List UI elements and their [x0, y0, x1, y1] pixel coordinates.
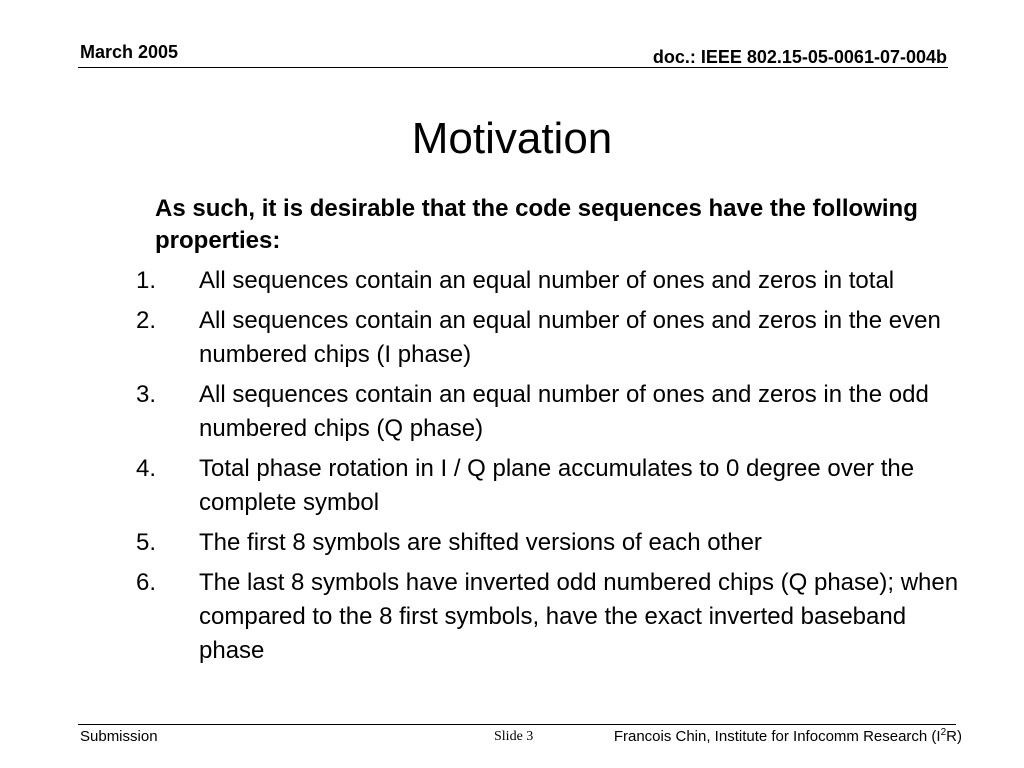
list-item	[136, 304, 976, 372]
list-item-number: 3.	[136, 381, 157, 408]
slide-title: Motivation	[411, 114, 613, 163]
list-item-number: 4.	[136, 455, 157, 482]
footer-slide-number: Slide 3	[494, 729, 534, 744]
footer-author-superscript: 2	[940, 727, 947, 738]
footer-submission: Submission	[80, 728, 158, 745]
list-item	[136, 526, 976, 560]
list-item-number: 1.	[136, 267, 157, 294]
list-item	[136, 264, 976, 298]
header-doc-id: doc.: IEEE 802.15-05-0061-07-004b	[652, 47, 947, 67]
footer-author-suffix: R)	[946, 728, 962, 745]
list-item-text: All sequences contain an equal number of ones and zeros in the even numbered chips (I phase)	[199, 307, 941, 368]
list-item-text: The last 8 symbols have inverted odd numbered chips (Q phase); when compared to the 8 first symbols, have the exact inverted baseband phase	[199, 569, 959, 664]
list-item-number: 5.	[136, 529, 157, 556]
footer-author-prefix: Francois Chin, Institute for Infocomm Research (I	[613, 728, 941, 745]
list-item	[136, 378, 976, 446]
intro-text: As such, it is desirable that the code sequences have the following properties:	[155, 195, 918, 254]
list-item-number: 6.	[136, 569, 157, 596]
list-item-text: All sequences contain an equal number of ones and zeros in the odd numbered chips (Q phase)	[199, 381, 929, 442]
list-item	[136, 452, 976, 520]
header-divider	[78, 67, 948, 68]
list-item-text: The first 8 symbols are shifted versions of each other	[199, 529, 762, 556]
list-item-text: All sequences contain an equal number of ones and zeros in total	[199, 267, 895, 294]
list-item-number: 2.	[136, 307, 157, 334]
list-item-text: Total phase rotation in I / Q plane accumulates to 0 degree over the complete symbol	[199, 455, 915, 516]
properties-list	[136, 264, 976, 674]
footer-author	[614, 728, 962, 745]
list-item	[136, 566, 976, 668]
footer-divider	[78, 724, 956, 725]
header-date: March 2005	[80, 42, 179, 62]
